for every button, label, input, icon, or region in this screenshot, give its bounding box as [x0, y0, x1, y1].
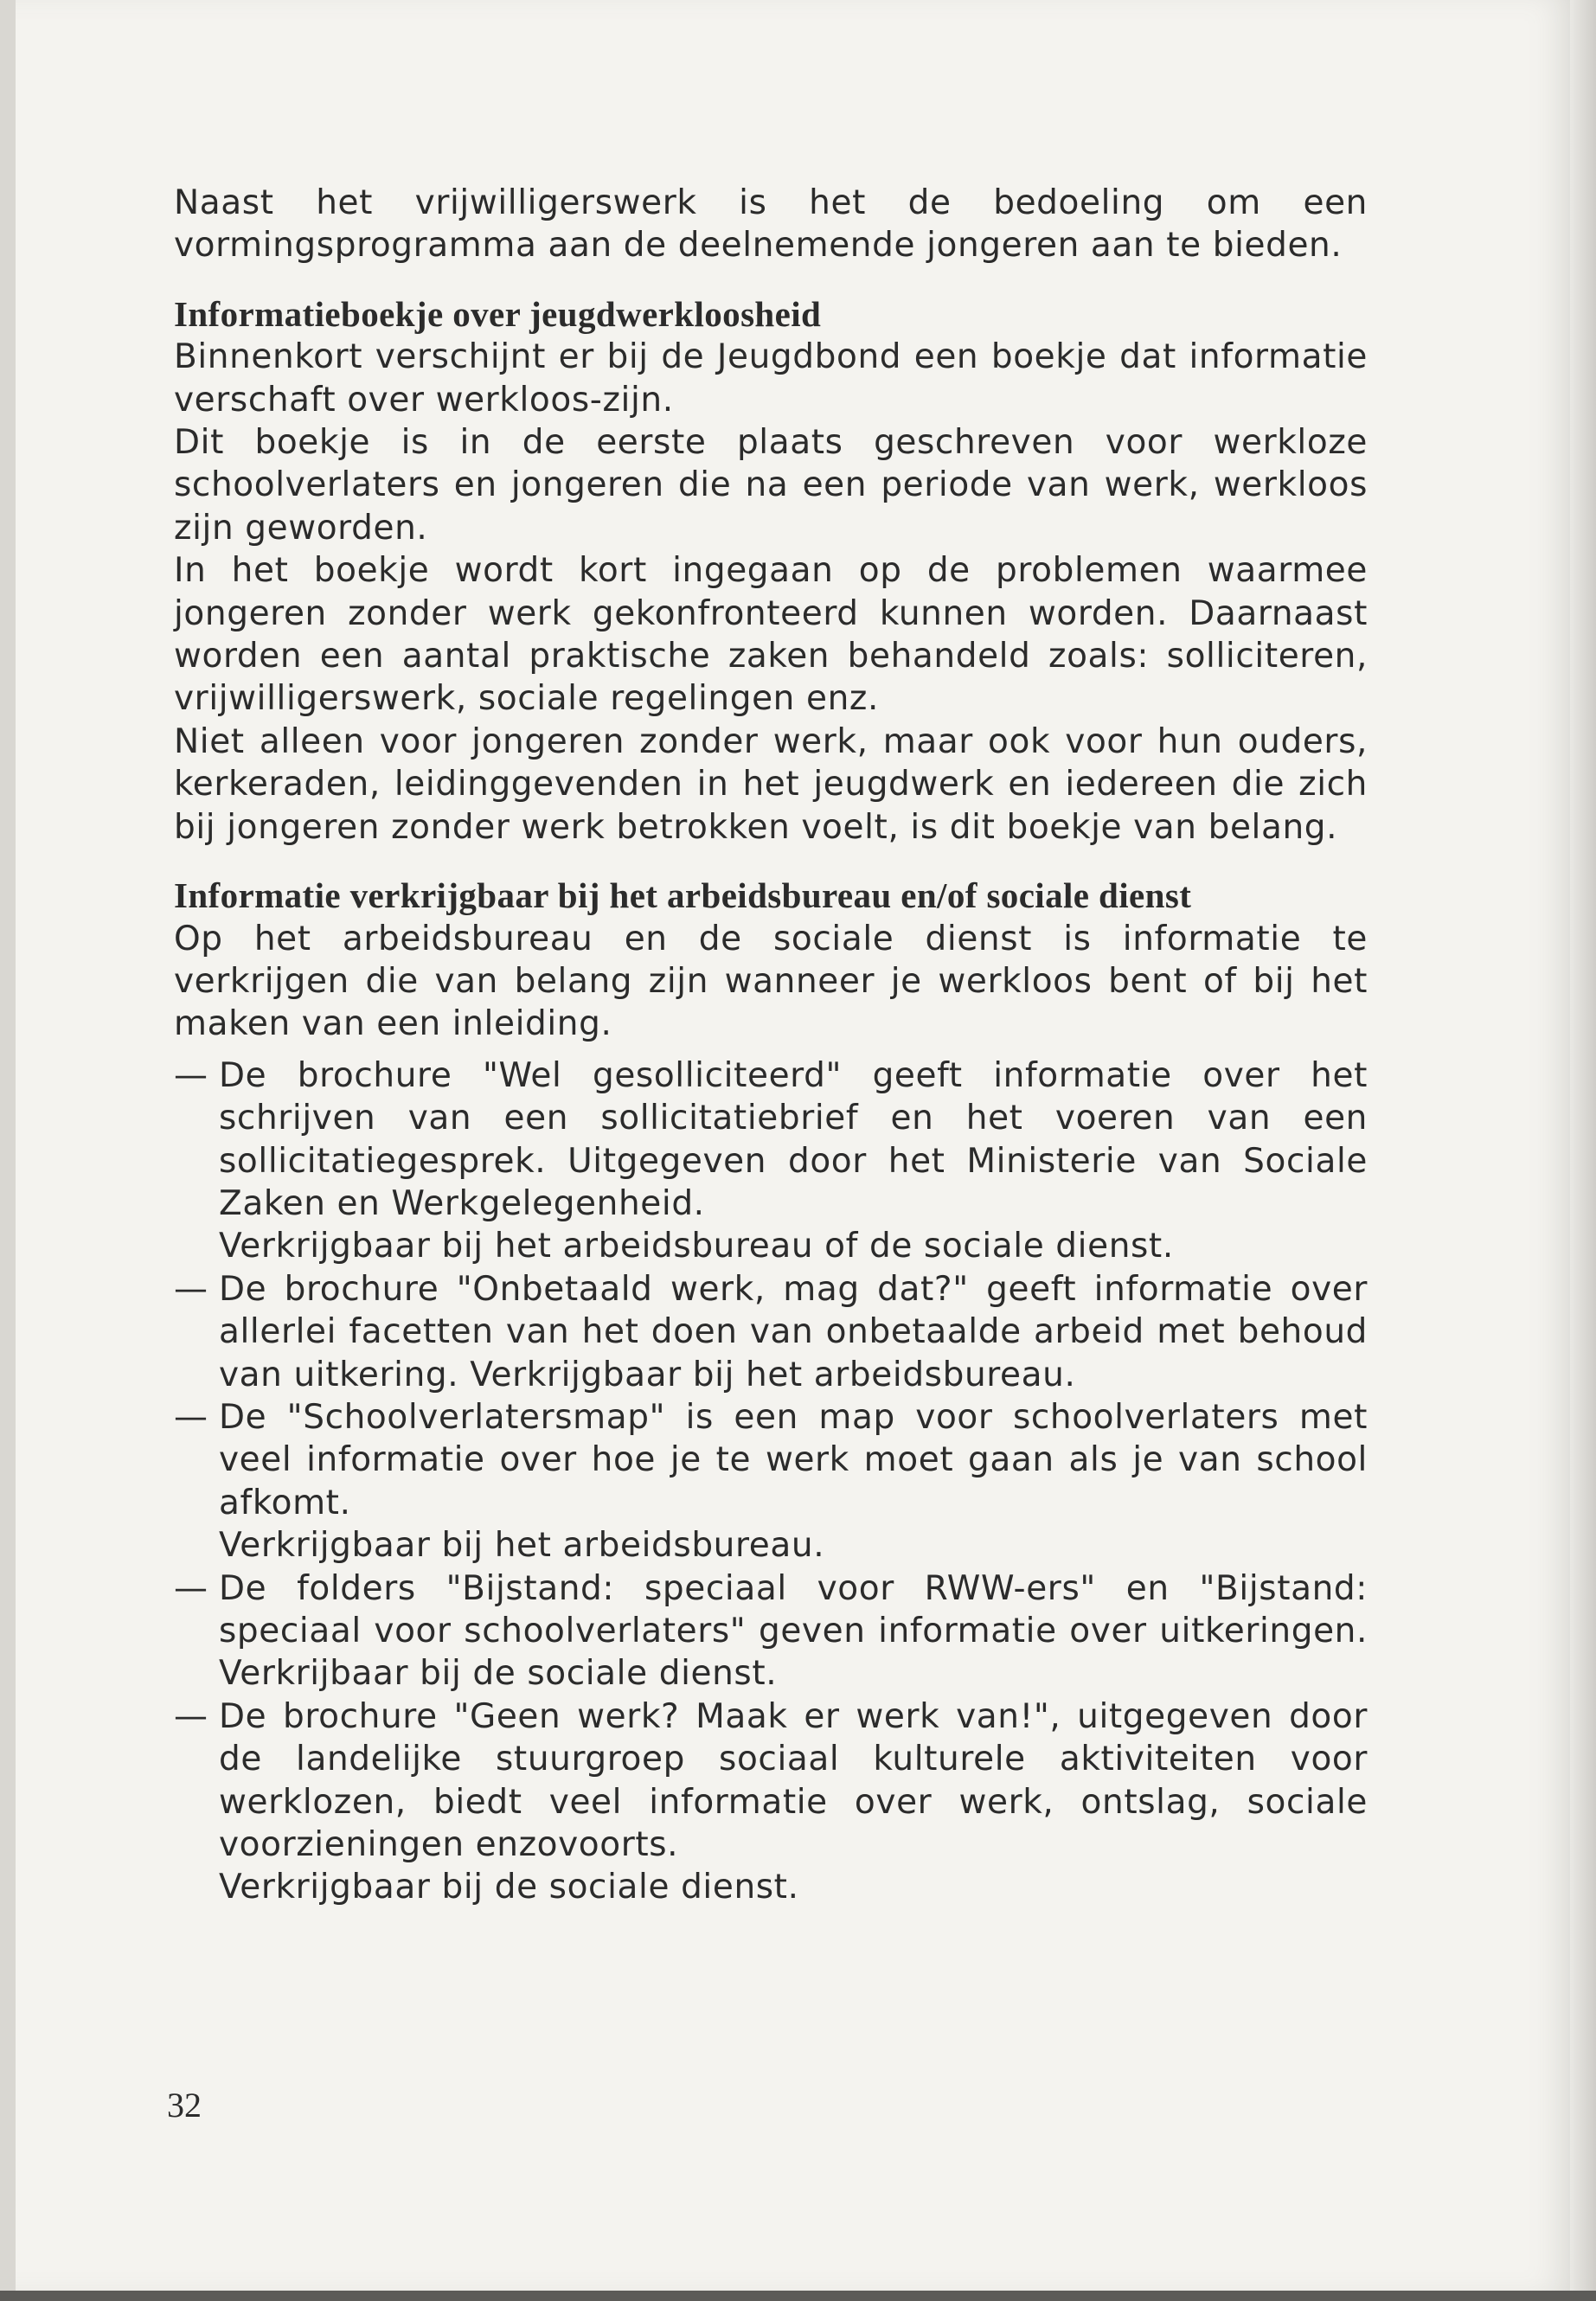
brochure-list — [174, 1054, 1368, 1909]
list-item-availability: Verkrijgbaar bij het arbeidsbureau. — [219, 1526, 825, 1566]
page-content — [174, 182, 1368, 1909]
scan-bottom-edge — [0, 2291, 1596, 2301]
paragraph: Dit boekje is in de eerste plaats geschreven voor werkloze schoolverlaters en jongeren die na een periode van werk, werkloos zijn geworden. — [174, 423, 1368, 548]
paragraph: Niet alleen voor jongeren zonder werk, maar ook voor hun ouders, kerkeraden, leidinggevenden in het jeugdwerk en iedereen die zich bij jongeren zonder werk betrokken voelt, is dit boekje van belang. — [174, 721, 1368, 847]
list-item — [174, 1567, 1368, 1695]
intro-paragraph: Naast het vrijwilligerswerk is het de bedoeling om een vormingsprogramma aan de deelnemende jongeren aan te bieden. — [174, 183, 1368, 266]
list-item-availability: Verkrijgbaar bij de sociale dienst. — [219, 1868, 799, 1907]
section-heading-arbeidsbureau: Informatie verkrijgbaar bij het arbeidsbureau en/of sociale dienst — [174, 875, 1192, 916]
list-item — [174, 1396, 1368, 1567]
list-item-text: De brochure "Wel gesolliciteerd" geeft informatie over het schrijven van een sollicitatiebrief en het voeren van een sollicitatiegesprek. Uitgegeven door het Ministerie van Sociale Zaken en Werkgelegenheid. — [219, 1055, 1368, 1223]
list-item-availability: Verkrijgbaar bij het arbeidsbureau of de sociale dienst. — [219, 1227, 1174, 1266]
document-page — [16, 0, 1573, 2291]
list-item-text: De brochure "Geen werk? Maak er werk van!", uitgegeven door de landelijke stuurgroep sociaal kulturele aktiviteiten voor werklozen, biedt veel informatie over werk, ontslag, sociale voorzieningen enzovoorts. — [219, 1696, 1368, 1865]
page-edge-shadow — [1570, 0, 1596, 2301]
paragraph: In het boekje wordt kort ingegaan op de problemen waarmee jongeren zonder werk gekonfronteerd kunnen worden. Daarnaast worden een aantal praktische zaken behandeld zoals: solliciteren, vrijwilligerswerk, sociale regelingen enz. — [174, 551, 1368, 719]
section-heading-jeugdwerkloosheid: Informatieboekje over jeugdwerkloosheid — [174, 293, 822, 334]
page-number: 32 — [167, 2086, 202, 2125]
list-item — [174, 1054, 1368, 1268]
paragraph: Op het arbeidsbureau en de sociale dienst is informatie te verkrijgen die van belang zijn wanneer je werkloos bent of bij het maken van een inleiding. — [174, 919, 1368, 1044]
paragraph: Binnenkort verschijnt er bij de Jeugdbond een boekje dat informatie verschaft over werkloos-zijn. — [174, 337, 1368, 420]
list-item — [174, 1695, 1368, 1909]
list-item-text: De brochure "Onbetaald werk, mag dat?" geeft informatie over allerlei facetten van het doen van onbetaalde arbeid met behoud van uitkering. Verkrijgbaar bij het arbeidsbureau. — [219, 1269, 1368, 1394]
list-item-text: De folders "Bijstand: speciaal voor RWW-ers" en "Bijstand: speciaal voor schoolverlaters" geven informatie over uitkeringen. Verkrijbaar bij de sociale dienst. — [219, 1568, 1368, 1694]
list-item-text: De "Schoolverlatersmap" is een map voor schoolverlaters met veel informatie over hoe je te werk moet gaan als je van school afkomt. — [219, 1397, 1368, 1522]
list-item — [174, 1268, 1368, 1396]
